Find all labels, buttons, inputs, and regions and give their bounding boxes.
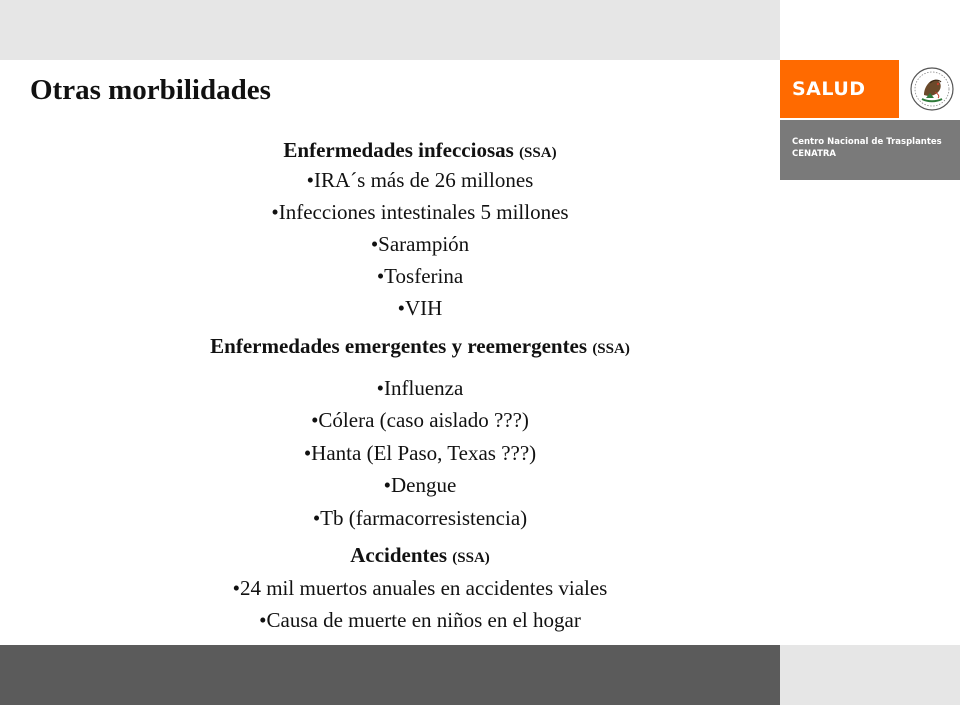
mexican-coat-of-arms-icon <box>903 60 960 118</box>
org-name: Centro Nacional de Trasplantes <box>792 137 942 147</box>
list-item: •Infecciones intestinales 5 millones <box>271 200 569 224</box>
bottom-margin <box>0 705 960 720</box>
top-band <box>0 0 780 60</box>
list-item: •Tosferina <box>376 264 464 288</box>
section-heading-text: Enfermedades infecciosas <box>283 138 514 162</box>
list-item: •IRA´s más de 26 millones <box>306 168 534 192</box>
bottom-band-right <box>780 645 960 705</box>
section-source: (SSA) <box>452 550 490 566</box>
section-source: (SSA) <box>519 145 557 161</box>
salud-logo <box>780 60 899 118</box>
section-heading-text: Accidentes <box>350 543 448 567</box>
list-item: •Sarampión <box>370 232 470 256</box>
list-item: •Hanta (El Paso, Texas ???) <box>303 441 537 465</box>
list-item: •Dengue <box>383 473 457 497</box>
slide-title: Otras morbilidades <box>30 74 271 106</box>
list-item: •Causa de muerte en niños en el hogar <box>259 608 581 632</box>
list-item: •Tb (farmacorresistencia) <box>312 506 528 530</box>
section-heading-text: Enfermedades emergentes y reemergentes <box>210 334 588 358</box>
section-heading <box>0 333 840 362</box>
section-heading <box>0 542 840 571</box>
salud-label: SALUD <box>792 78 866 100</box>
list-item: •Cólera (caso aislado ???) <box>311 408 529 432</box>
org-acronym: CENATRA <box>792 149 836 159</box>
section-heading <box>0 137 840 166</box>
top-band-right <box>780 0 960 60</box>
bottom-band <box>0 645 780 705</box>
section-source: (SSA) <box>592 341 630 357</box>
list-item: •24 mil muertos anuales en accidentes viales <box>232 576 608 600</box>
list-item: •Influenza <box>376 376 464 400</box>
list-item: •VIH <box>397 296 443 320</box>
